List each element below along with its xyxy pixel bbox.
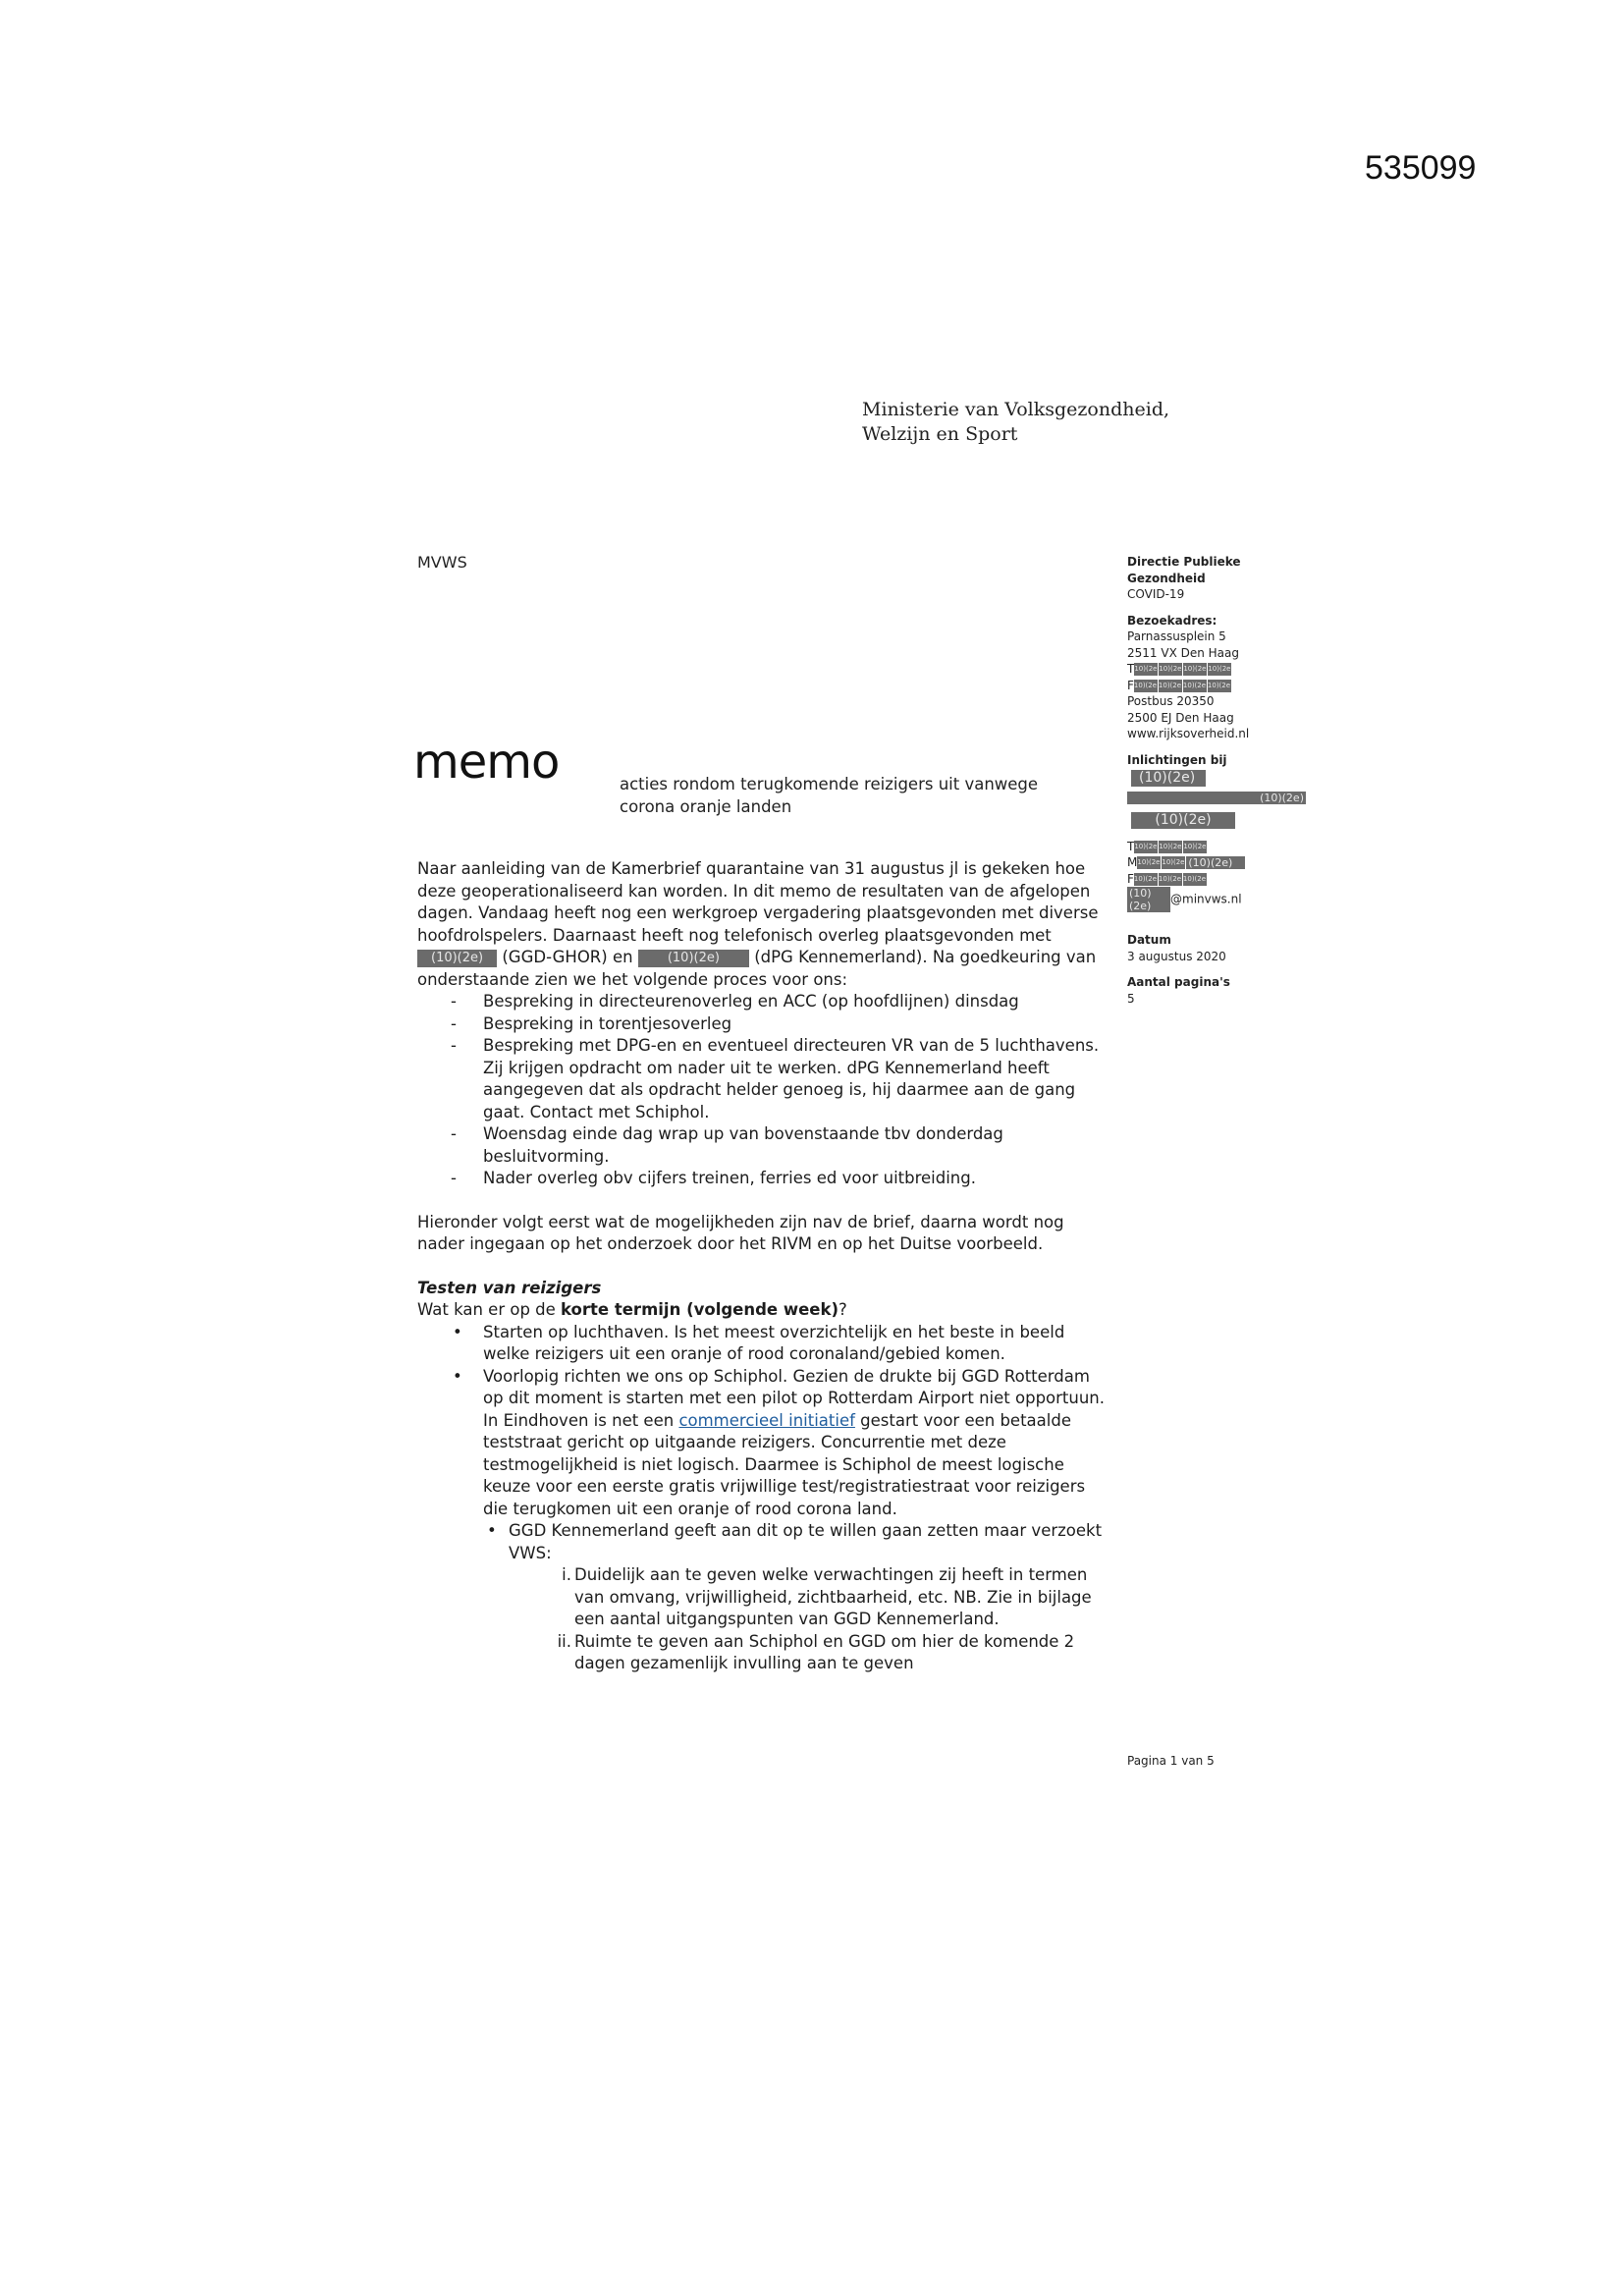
inlichtingen-label: Inlichtingen bij <box>1127 752 1227 767</box>
list-item: - Bespreking met DPG-en en eventueel directeuren VR van de 5 luchthavens. Zij krijgen opdracht om nader uit te werken. dPG Kennemerland heeft aangegeven dat als opdracht helder genoeg is, hij daarmee aan de gang gaat. Contact met Schiphol. <box>417 1035 1114 1123</box>
redaction-box: (10)(2e) <box>638 950 749 967</box>
redaction-box: 10)(2e <box>1208 663 1231 676</box>
redaction-box: 10)(2e <box>1134 663 1158 676</box>
postbus-city: 2500 EJ Den Haag <box>1127 710 1234 725</box>
redaction-box: 10)(2e <box>1134 680 1158 692</box>
redaction-box: 10)(2e <box>1159 680 1182 692</box>
section-heading: Testen van reizigers <box>417 1278 602 1297</box>
street: Parnassusplein 5 <box>1127 629 1226 643</box>
city: 2511 VX Den Haag <box>1127 645 1239 660</box>
directie-line-1: Directie Publieke <box>1127 555 1241 569</box>
sidebar-info <box>1127 554 1324 1007</box>
postbus: Postbus 20350 <box>1127 694 1215 708</box>
process-list <box>417 991 1114 1190</box>
roman-list <box>509 1564 1114 1675</box>
list-item: - Bespreking in directeurenoverleg en ACC (op hoofdlijnen) dinsdag <box>417 991 1114 1013</box>
testing-list <box>417 1322 1114 1675</box>
list-item: • Voorlopig richten we ons op Schiphol. Gezien de drukte bij GGD Rotterdam op dit moment is starten met een pilot op Rotterdam Airport niet opportuun. In Eindhoven is net een commercieel initiatief gestart voor een betaalde teststraat gericht op uitgaande reizigers. Concurrentie met deze testmogelijkheid is niet logisch. Daarmee is Schiphol de meest logische keuze voor een eerste gratis vrijwillige test/registratiestraat voor reizigers die terugkomen uit een oranje of rood corona land. • GGD Kennemerland geeft aan dit op te willen gaan zetten maar verzoekt VWS: i. Duidelijk aan te geven welke verwachtingen zij heeft in termen van omvang, vrijwilligheid, zichtbaarheid, etc. NB. Zie in bijlage een aantal uitgangspunten van GGD Kennemerland. ii. Ruimte te geven aan Schiphol en GGD om hier de komende 2 dagen gezamenlijk invulling aan te geven <box>417 1366 1114 1675</box>
redaction-box: (10)(2e) <box>1131 812 1235 829</box>
document-number: 535099 <box>1365 149 1477 187</box>
commercieel-initiatief-link[interactable]: commercieel initiatief <box>678 1410 855 1430</box>
redaction-box: 10)(2e <box>1208 680 1231 692</box>
page-footer: Pagina 1 van 5 <box>1127 1754 1215 1768</box>
paragraph-2: Hieronder volgt eerst wat de mogelijkheden zijn nav de brief, daarna wordt nog nader ingegaan op het onderzoek door het RIVM en op het Duitse voorbeeld. <box>417 1212 1064 1253</box>
sub-list <box>483 1520 1114 1675</box>
question-line: Wat kan er op de korte termijn (volgende week)? <box>417 1300 847 1319</box>
phone-row: T10)(2e 10)(2e 10)(2e 10)(2e <box>1127 662 1231 676</box>
list-item: ii. Ruimte te geven aan Schiphol en GGD om hier de komende 2 dagen gezamenlijk invulling aan te geven <box>557 1631 1075 1672</box>
directie-line-2: Gezondheid <box>1127 571 1206 585</box>
list-item: i. Duidelijk aan te geven welke verwachtingen zij heeft in termen van omvang, vrijwilligheid, zichtbaarheid, etc. NB. Zie in bijlage een aantal uitgangspunten van GGD Kennemerland. <box>562 1565 1092 1628</box>
ministry-line-1: Ministerie van Volksgezondheid, <box>862 399 1170 420</box>
memo-title: memo <box>413 735 560 790</box>
ministry-logo-text <box>862 398 1169 447</box>
redaction-box: (10)(2e) <box>1131 770 1206 787</box>
list-item: - Bespreking in torentjesoverleg <box>417 1013 1114 1036</box>
redaction-box: 10)(2e <box>1183 680 1207 692</box>
datum-value: 3 augustus 2020 <box>1127 949 1226 963</box>
redaction-box: 10)(2e <box>1159 663 1182 676</box>
contact-t-row: T10)(2e 10)(2e 10)(2e <box>1127 839 1207 853</box>
ministry-line-2: Welzijn en Sport <box>862 423 1018 445</box>
contact-f-row: F10)(2e 10)(2e 10)(2e <box>1127 871 1207 886</box>
email-row: (10)(2e) @minvws.nl <box>1129 887 1242 912</box>
contact-m-row: M10)(2e 10)(2e (10)(2e) <box>1127 854 1324 871</box>
memo-subject: acties rondom terugkomende reizigers uit vanwege corona oranje landen <box>620 775 1039 816</box>
list-item: • Starten op luchthaven. Is het meest overzichtelijk en het beste in beeld welke reizigers uit een oranje of rood coronaland/gebied komen. <box>417 1322 1114 1366</box>
website: www.rijksoverheid.nl <box>1127 727 1250 740</box>
datum-label: Datum <box>1127 933 1171 947</box>
list-item: • GGD Kennemerland geeft aan dit op te willen gaan zetten maar verzoekt VWS: i. Duidelijk aan te geven welke verwachtingen zij heeft in termen van omvang, vrijwilligheid, zichtbaarheid, etc. NB. Zie in bijlage een aantal uitgangspunten van GGD Kennemerland. ii. Ruimte te geven aan Schiphol en GGD om hier de komende 2 dagen gezamenlijk invulling aan te geven <box>483 1520 1114 1675</box>
list-item: - Nader overleg obv cijfers treinen, ferries ed voor uitbreiding. <box>417 1168 1114 1190</box>
redaction-box: (10)(2e) <box>1127 792 1306 804</box>
directie-line-3: COVID-19 <box>1127 587 1185 601</box>
memo-body <box>417 858 1114 1675</box>
redaction-box: 10)(2e <box>1183 663 1207 676</box>
redaction-box: (10)(2e) <box>417 950 497 967</box>
intro-paragraph: Naar aanleiding van de Kamerbrief quarantaine van 31 augustus jl is gekeken hoe deze geoperationaliseerd kan worden. In dit memo de resultaten van de afgelopen dagen. Vandaag heeft nog een werkgroep vergadering plaatsgevonden met diverse hoofdrolspelers. Daarnaast heeft nog telefonisch overleg plaatsgevonden met (10)(2e) (GGD-GHOR) en (10)(2e) (dPG Kennemerland). Na goedkeuring van onderstaande zien we het volgende proces voor ons: <box>417 859 1099 989</box>
paginas-value: 5 <box>1127 991 1135 1006</box>
bezoekadres-label: Bezoekadres: <box>1127 613 1217 628</box>
list-item: - Woensdag einde dag wrap up van bovenstaande tbv donderdag besluitvorming. <box>417 1123 1114 1168</box>
org-code: MVWS <box>417 553 467 572</box>
fax-row: F10)(2e 10)(2e 10)(2e 10)(2e <box>1127 678 1231 692</box>
paginas-label: Aantal pagina's <box>1127 975 1230 989</box>
